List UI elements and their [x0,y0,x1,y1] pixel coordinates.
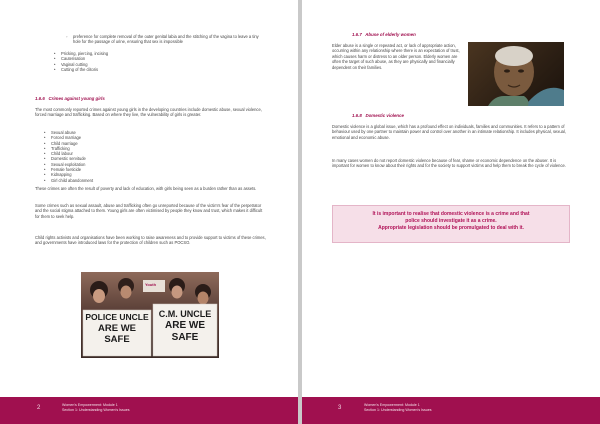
footer-line-1: Women's Empowerment: Module 1 [62,403,118,407]
sign-right-line3: SAFE [171,332,199,343]
section-number: 1.6.6 [35,96,45,101]
list-item: ◦ preference for complete removal of the outer genital labia and the stitching of the vagina to leave a tiny hole for the passage of urine, ensuring that sex is impossible [66,34,266,45]
elderly-woman-photo [468,42,564,106]
list-item: • Pricking, piercing, incising [54,51,254,56]
sign-right [155,308,215,344]
section-number: 1.6.8 [352,113,362,118]
section-heading [35,96,105,101]
callout-line-3: Appropriate legislation should be promulgated to deal with it. [378,225,524,231]
callout-line-2: police should investigate it as a crime. [405,218,497,224]
footer-line-1: Women's Empowerment: Module 1 [364,403,420,407]
list-item: • Sexual abuse [44,130,264,135]
footer-bar [0,397,298,424]
section-number: 1.6.7 [352,32,362,37]
sub-bullet-list [66,34,266,45]
list-item: • Sexual exploitation [44,162,264,167]
list-item: • Vaginal cutting [54,62,254,67]
page-number: 3 [338,405,342,411]
section-title: Abuse of elderly women [365,32,416,37]
section-title: Domestic violence [365,113,404,118]
list-item: • Cauterisation [54,56,254,61]
section-heading-2 [352,113,404,118]
sign-right-line2: ARE WE [165,320,205,331]
section-heading [352,32,416,37]
paragraph-3: In many cases women do not report domestic violence because of fear, shame or economic dependence on the abuser. It is important for women to know about their rights and for the society to support victims and help them to break the cycle of violence. [332,158,566,169]
footer-text [364,403,564,413]
list-item: • Female foeticide [44,167,264,172]
section-title: Crimes against young girls [48,96,105,101]
footer-text [62,403,262,413]
footer-bar [302,397,600,424]
list-item: • Child labour [44,151,264,156]
list-item: • Child marriage [44,141,264,146]
sign-left [85,312,149,345]
portrait-illustration [468,42,564,106]
footer-line-2: Section 1: Understanding Women's Issues [62,408,130,412]
sign-left-line2: ARE WE [98,323,136,334]
list-item: • Forced marriage [44,135,264,140]
list-item: • Trafficking [44,146,264,151]
right-page [302,0,600,424]
intro-paragraph: The most commonly reported crimes against young girls in the developing countries include domestic abuse, sexual violence, forced marriage and trafficking. Based on where they live, the vulnerability of girls is greater. [35,107,262,118]
paragraph-2: Domestic violence is a global issue, which has a profound effect on individuals, families and communities. It refers to a pattern of behaviour used by one partner to maintain power and control over another in an intimate relationship. It includes physical, sexual, emotional and economic abuse. [332,124,566,140]
list-item: • Girl child abandonment [44,178,264,183]
photo-banner-top: Youth [145,282,157,287]
protest-photo [81,272,219,358]
paragraph-3: Some crimes such as sexual assault, abuse and trafficking often go unreported because of the victim's fear of the perpetrator and the social stigma attached to them. Young girls are often victimised by people they know and trust, which makes it difficult for them to seek help. [35,203,263,219]
crimes-bullet-list [44,130,264,183]
list-item: • Cutting of the clitoris [54,67,254,72]
sign-left-line1: POLICE UNCLE [85,312,149,322]
bullet-list-top [54,51,254,72]
sign-left-line3: SAFE [104,334,130,345]
callout-box [332,205,570,243]
footer-line-2: Section 1: Understanding Women's Issues [364,408,432,412]
paragraph-4: Child rights activists and organisations have been working to raise awareness and to provide support to victims of these crimes, and governments have introduced laws for the protection of children such as POCSO. [35,235,266,246]
callout-line-1: It is important to realise that domestic violence is a crime and that [372,211,530,217]
left-page [0,0,298,424]
list-item: • Domestic servitude [44,156,264,161]
page-number: 2 [37,405,41,411]
paragraph-2: These crimes are often the result of poverty and lack of education, with girls being seen as a burden rather than as assets. [35,186,257,191]
sign-right-line1: C.M. UNCLE [158,309,212,319]
paragraph-1: Elder abuse is a single or repeated act, or lack of appropriate action, occurring within any relationship where there is an expectation of trust, which causes harm or distress to an older person. Elderly women are often the target of such abuse, as they are physically and financially dependent on their families. [332,43,460,70]
list-item: • Kidnapping [44,172,264,177]
